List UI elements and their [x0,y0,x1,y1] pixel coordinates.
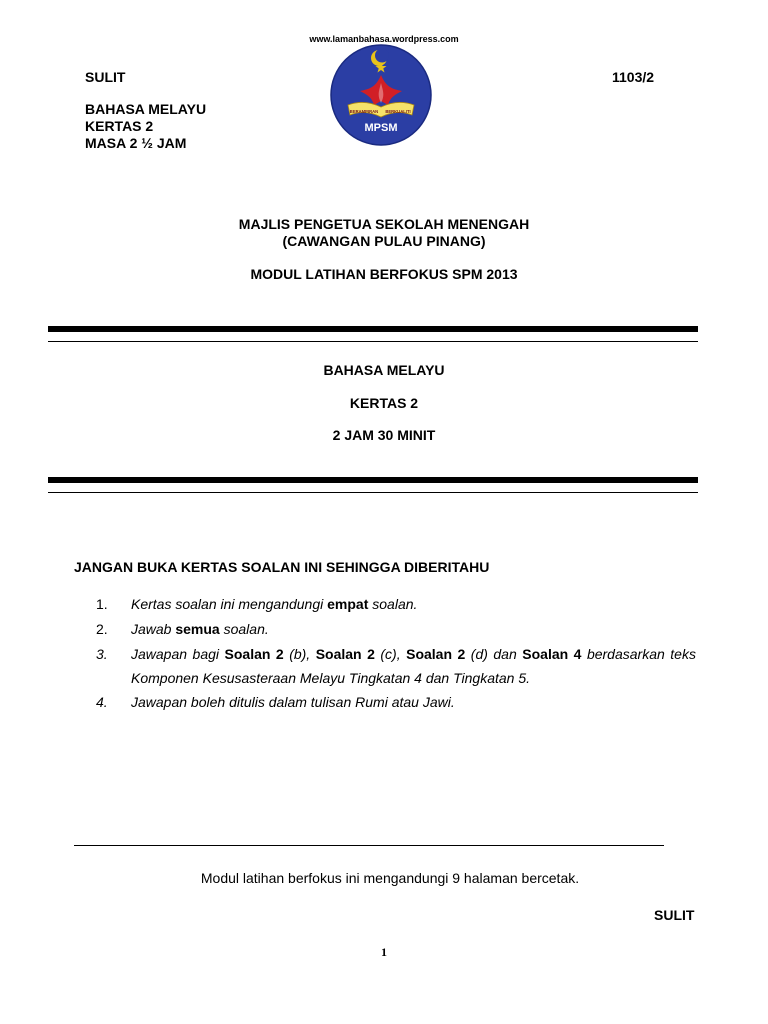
paper-code: 1103/2 [612,69,655,85]
instruction-item-2 [96,617,696,641]
divider-thin-bottom [48,492,698,493]
instruction-item-3 [96,642,696,690]
logo-banner-left: BERAMPIRAN [349,109,379,114]
source-url: www.lamanbahasa.wordpress.com [309,34,459,44]
header-subject: BAHASA MELAYU [85,101,207,117]
item-text: Kertas soalan ini mengandungi [131,596,328,612]
instruction-item-4 [96,690,696,714]
duration-title: 2 JAM 30 MINIT [332,427,436,443]
divider-thin-top [48,341,698,342]
mpsm-logo [330,43,432,147]
item-number: 2. [96,621,108,637]
item-line-1: Jawapan bagi Soalan 2 (b), Soalan 2 (c), Soalan 2 (d) dan Soalan 4 berdasarkan teks [131,646,696,662]
footer-rule [74,845,664,846]
item-number: 1. [96,596,108,612]
page-number: 1 [381,945,387,959]
sulit-label-bottom: SULIT [654,907,695,923]
instructions-title: JANGAN BUKA KERTAS SOALAN INI SEHINGGA DIBERITAHU [74,559,490,575]
item-text: Jawapan boleh ditulis dalam tulisan Rumi atau Jawi. [131,694,455,710]
org-title-line1: MAJLIS PENGETUA SEKOLAH MENENGAH [238,216,530,232]
logo-banner-right: BERKUALITI [385,109,411,114]
subject-title: BAHASA MELAYU [323,362,445,378]
header-duration: MASA 2 ½ JAM [85,135,187,151]
logo-acronym: MPSM [364,122,398,134]
item-text: soalan. [368,596,418,612]
paper-title: KERTAS 2 [349,395,419,411]
instruction-item-1 [96,592,696,616]
item-number: 4. [96,694,108,710]
divider-thick-top [48,326,698,332]
item-text: soalan. [219,621,269,637]
item-emphasis: semua [175,621,220,637]
divider-thick-bottom [48,477,698,483]
item-line-2: Komponen Kesusasteraan Melayu Tingkatan 4 dan Tingkatan 5. [131,670,531,686]
org-title-line2: (CAWANGAN PULAU PINANG) [282,233,486,249]
page-count-note: Modul latihan berfokus ini mengandungi 9 halaman bercetak. [200,870,580,886]
header-paper: KERTAS 2 [85,118,154,134]
item-number: 3. [96,646,108,662]
sulit-label-top: SULIT [85,69,126,85]
module-title: MODUL LATIHAN BERFOKUS SPM 2013 [250,266,518,282]
item-emphasis: empat [327,596,369,612]
item-text: Jawab [131,621,176,637]
